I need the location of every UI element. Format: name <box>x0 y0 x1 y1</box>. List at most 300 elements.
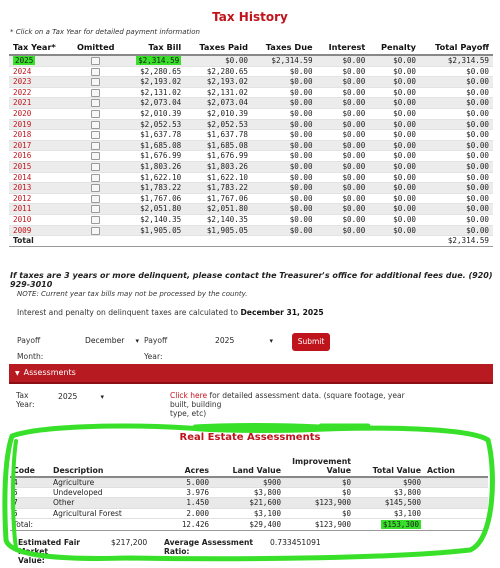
checkbox-icon[interactable] <box>91 131 100 139</box>
taxes-due <box>252 151 317 162</box>
tax-year-link[interactable] <box>9 66 69 77</box>
total-payoff-text: $0.00 <box>466 193 489 203</box>
penalty <box>369 214 420 225</box>
taxes-due-text: $0.00 <box>289 77 313 87</box>
tax-year-link-text: 2013 <box>13 183 32 193</box>
re-total-value: $900 <box>354 477 424 488</box>
omitted-checkbox[interactable] <box>69 204 123 215</box>
taxes-due <box>252 214 317 225</box>
penalty-text: $0.00 <box>393 214 416 224</box>
penalty <box>369 204 420 215</box>
tax-year-link[interactable] <box>9 172 69 183</box>
interest <box>317 77 370 88</box>
tax-year-link[interactable] <box>9 130 69 141</box>
payoff-year-value: 2025 <box>215 336 235 345</box>
taxes-paid <box>185 172 252 183</box>
re-description: Agricultural Forest <box>50 508 154 518</box>
taxes-due <box>252 108 317 119</box>
taxes-paid <box>185 225 252 236</box>
tax-bill <box>123 214 186 225</box>
tax-year-link-text: 2018 <box>13 130 32 140</box>
taxes-due-text: $2,314.59 <box>271 56 313 65</box>
assessment-tax-year-label <box>16 391 35 409</box>
interest <box>317 87 370 98</box>
re-row <box>10 488 488 498</box>
tax-bill-text: $2,052.53 <box>140 119 182 129</box>
taxes-paid <box>185 151 252 162</box>
tax-year-link[interactable] <box>9 161 69 172</box>
penalty <box>369 151 420 162</box>
tax-year-link[interactable] <box>9 77 69 88</box>
penalty <box>369 130 420 141</box>
submit-button[interactable]: Submit <box>292 333 330 351</box>
tax-year-link[interactable] <box>9 151 69 162</box>
tax-bill-text: $1,685.08 <box>140 140 182 150</box>
taxes-paid-text: $2,010.39 <box>206 108 248 118</box>
tax-bill-text: $1,783.22 <box>140 183 182 193</box>
tax-year-link[interactable] <box>9 98 69 109</box>
interest-text: $0.00 <box>342 183 366 193</box>
re-acres: 2.000 <box>154 508 212 518</box>
col-taxes-due: Taxes Due <box>252 40 317 55</box>
total-payoff <box>420 66 493 77</box>
tax-bill <box>123 66 186 77</box>
omitted-checkbox[interactable] <box>69 119 123 130</box>
re-description: Undeveloped <box>50 488 154 498</box>
interest <box>317 108 370 119</box>
omitted-checkbox[interactable] <box>69 151 123 162</box>
taxes-paid-text: $2,073.04 <box>206 98 248 108</box>
taxes-paid-text: $1,622.10 <box>206 172 248 182</box>
tax-bill-text: $1,637.78 <box>140 130 182 140</box>
click-here-link[interactable]: Click here <box>170 391 208 400</box>
taxes-paid <box>185 130 252 141</box>
checkbox-icon[interactable] <box>91 195 100 203</box>
omitted-checkbox[interactable] <box>69 87 123 98</box>
penalty <box>369 225 420 236</box>
tax-year-link-text: 2021 <box>13 98 32 108</box>
checkbox-icon[interactable] <box>91 205 100 213</box>
taxes-due <box>252 119 317 130</box>
interest-text: $0.00 <box>342 214 366 224</box>
payoff-month-select[interactable] <box>85 333 141 349</box>
checkbox-icon[interactable] <box>91 174 100 182</box>
total-payoff <box>420 140 493 151</box>
interest <box>317 193 370 204</box>
total-payoff-text: $0.00 <box>466 98 489 108</box>
penalty-text: $0.00 <box>393 87 416 97</box>
re-description: Other <box>50 498 154 508</box>
taxes-due-text: $0.00 <box>289 66 313 76</box>
re-total-land: $29,400 <box>212 518 284 530</box>
tax-row[interactable] <box>9 119 493 130</box>
checkbox-icon[interactable] <box>91 78 100 86</box>
tax-bill-text: $2,314.59 <box>138 56 180 65</box>
total-payoff-text: $0.00 <box>466 130 489 140</box>
tax-row[interactable] <box>9 225 493 236</box>
re-total-value-text: $153,300 <box>382 519 419 529</box>
taxes-due-text: $0.00 <box>289 214 313 224</box>
interest <box>317 204 370 215</box>
chevron-down-icon: ▾ <box>269 337 273 345</box>
col-acres: Acres <box>154 452 212 477</box>
penalty <box>369 161 420 172</box>
click-text-1: for detailed assessment data. (square footage, year built, building <box>170 391 405 409</box>
taxes-paid-text: $1,905.05 <box>206 225 248 235</box>
taxes-due <box>252 183 317 194</box>
tax-year-link-text: 2010 <box>13 214 32 224</box>
assessments-bar[interactable] <box>9 364 493 384</box>
total-payoff-text: $0.00 <box>466 77 489 87</box>
total-payoff <box>420 119 493 130</box>
tax-row[interactable] <box>9 151 493 162</box>
assessment-year-select[interactable] <box>58 391 106 403</box>
tax-year-link-text: 2025 <box>15 56 34 65</box>
re-row <box>10 498 488 508</box>
taxes-due-text: $0.00 <box>289 161 313 171</box>
taxes-paid-text: $2,131.02 <box>206 87 248 97</box>
re-improvement-value: $123,900 <box>284 498 354 508</box>
total-payoff <box>420 183 493 194</box>
col-land-value: Land Value <box>212 452 284 477</box>
tax-year-link[interactable] <box>9 193 69 204</box>
tax-year-link-text: 2024 <box>13 66 32 76</box>
penalty <box>369 108 420 119</box>
taxes-due <box>252 172 317 183</box>
checkbox-icon[interactable] <box>91 216 100 224</box>
total-payoff-text: $0.00 <box>466 183 489 193</box>
current-year-note: NOTE: Current year tax bills may not be processed by the county. <box>17 290 248 298</box>
col-taxes-paid: Taxes Paid <box>185 40 252 55</box>
payoff-year-select[interactable] <box>213 333 275 349</box>
click-text-2: type, etc) <box>170 409 207 418</box>
checkbox-icon[interactable] <box>91 110 100 118</box>
tax-row[interactable] <box>9 161 493 172</box>
taxes-paid <box>185 214 252 225</box>
tax-year-link[interactable] <box>9 55 69 66</box>
tax-row[interactable] <box>9 214 493 225</box>
tax-bill <box>123 172 186 183</box>
total-payoff <box>420 87 493 98</box>
omitted-checkbox[interactable] <box>69 98 123 109</box>
interest-text: $0.00 <box>342 161 366 171</box>
penalty-text: $0.00 <box>393 66 416 76</box>
checkbox-icon[interactable] <box>91 184 100 192</box>
tax-row[interactable] <box>9 108 493 119</box>
taxes-due-text: $0.00 <box>289 183 313 193</box>
omitted-checkbox[interactable] <box>69 172 123 183</box>
penalty-text: $0.00 <box>393 172 416 182</box>
checkbox-icon[interactable] <box>91 152 100 160</box>
tax-bill <box>123 119 186 130</box>
interest <box>317 119 370 130</box>
penalty <box>369 55 420 66</box>
tax-row[interactable] <box>9 87 493 98</box>
payoff-month-label: Payoff Month: <box>17 336 44 361</box>
tax-year-link-text: 2015 <box>13 161 32 171</box>
total-payoff-text: $0.00 <box>466 66 489 76</box>
payoff-month-value: December <box>85 336 125 345</box>
total-payoff <box>420 214 493 225</box>
omitted-checkbox[interactable] <box>69 214 123 225</box>
total-payoff-text: $0.00 <box>466 204 489 214</box>
penalty-text: $0.00 <box>393 183 416 193</box>
taxes-paid <box>185 66 252 77</box>
interest-text: $0.00 <box>342 151 366 161</box>
taxes-paid <box>185 193 252 204</box>
delinquent-warning: If taxes are 3 years or more delinquent, please contact the Treasurer's office for additional fees due. (920) 929-3010 <box>10 271 493 289</box>
total-payoff <box>420 98 493 109</box>
tax-bill <box>123 161 186 172</box>
re-total-action <box>424 518 488 530</box>
re-land-value: $3,100 <box>212 508 284 518</box>
omitted-checkbox[interactable] <box>69 108 123 119</box>
col-tax-year[interactable]: Tax Year* <box>9 40 69 55</box>
chevron-down-icon: ▾ <box>135 337 139 345</box>
re-land-value: $3,800 <box>212 488 284 498</box>
taxes-paid-text: $1,803.26 <box>206 161 248 171</box>
total-payoff-text: $0.00 <box>466 119 489 129</box>
re-code: 5 <box>10 508 50 518</box>
taxes-paid-text: $2,193.02 <box>206 77 248 87</box>
omitted-checkbox[interactable] <box>69 140 123 151</box>
total-payoff <box>420 193 493 204</box>
tax-bill <box>123 55 186 66</box>
penalty-text: $0.00 <box>393 161 416 171</box>
penalty <box>369 119 420 130</box>
total-payoff <box>420 108 493 119</box>
tax-label-line2: Year: <box>16 400 35 409</box>
checkbox-icon[interactable] <box>91 57 100 65</box>
tax-year-link-text: 2016 <box>13 151 32 161</box>
interest-text: $0.00 <box>342 98 366 108</box>
payoff-year-label: Payoff Year: <box>144 336 168 361</box>
penalty <box>369 183 420 194</box>
efm-label-2: Value: <box>18 556 45 565</box>
penalty-text: $0.00 <box>393 77 416 87</box>
tax-row[interactable] <box>9 130 493 141</box>
omitted-checkbox[interactable] <box>69 225 123 236</box>
total-payoff-text: $0.00 <box>466 225 489 235</box>
total-payoff <box>420 225 493 236</box>
interest <box>317 151 370 162</box>
tax-row[interactable] <box>9 172 493 183</box>
penalty <box>369 98 420 109</box>
tax-row[interactable] <box>9 140 493 151</box>
tax-bill-text: $1,676.99 <box>140 151 182 161</box>
penalty-text: $0.00 <box>393 130 416 140</box>
interest-note <box>17 308 324 317</box>
total-payoff <box>420 151 493 162</box>
taxes-paid-text: $1,685.08 <box>206 140 248 150</box>
taxes-due-text: $0.00 <box>289 172 313 182</box>
col-tax-bill: Tax Bill <box>123 40 186 55</box>
assessments-bar-label: Assessments <box>23 368 76 377</box>
interest-text: $0.00 <box>342 77 366 87</box>
total-payoff-text: $0.00 <box>466 108 489 118</box>
taxes-due-text: $0.00 <box>289 87 313 97</box>
tax-year-link-text: 2009 <box>13 225 32 235</box>
taxes-due <box>252 77 317 88</box>
col-action: Action <box>424 452 488 477</box>
tax-bill-text: $1,767.06 <box>140 193 182 203</box>
tax-bill <box>123 151 186 162</box>
taxes-due-text: $0.00 <box>289 151 313 161</box>
col-omitted: Omitted <box>69 40 123 55</box>
re-description: Agriculture <box>50 477 154 488</box>
omitted-checkbox[interactable] <box>69 130 123 141</box>
total-payoff-text: $0.00 <box>466 172 489 182</box>
taxes-paid <box>185 108 252 119</box>
re-total-value <box>354 518 424 530</box>
interest <box>317 161 370 172</box>
penalty-text: $0.00 <box>393 108 416 118</box>
col-total-value: Total Value <box>354 452 424 477</box>
omitted-checkbox[interactable] <box>69 161 123 172</box>
taxes-due <box>252 161 317 172</box>
total-payoff-text: $0.00 <box>466 151 489 161</box>
penalty <box>369 87 420 98</box>
taxes-paid-text: $1,783.22 <box>206 183 248 193</box>
checkbox-icon[interactable] <box>91 89 100 97</box>
tax-year-link[interactable] <box>9 183 69 194</box>
tax-year-link-text: 2011 <box>13 204 32 214</box>
re-acres: 1.450 <box>154 498 212 508</box>
taxes-paid <box>185 98 252 109</box>
tax-year-link[interactable] <box>9 119 69 130</box>
tax-year-link-text: 2022 <box>13 87 32 97</box>
real-estate-title: Real Estate Assessments <box>179 432 321 443</box>
tax-row[interactable] <box>9 55 493 66</box>
tax-year-link-text: 2020 <box>13 108 32 118</box>
taxes-due <box>252 87 317 98</box>
interest-text: $0.00 <box>342 140 366 150</box>
tax-year-link[interactable] <box>9 108 69 119</box>
penalty-text: $0.00 <box>393 193 416 203</box>
tax-row[interactable] <box>9 204 493 215</box>
checkbox-icon[interactable] <box>91 99 100 107</box>
tax-year-link[interactable] <box>9 140 69 151</box>
tax-row[interactable] <box>9 77 493 88</box>
col-penalty: Penalty <box>369 40 420 55</box>
total-payoff <box>420 204 493 215</box>
taxes-paid-text: $1,676.99 <box>206 151 248 161</box>
penalty-text: $0.00 <box>393 151 416 161</box>
tax-year-link-text: 2012 <box>13 193 32 203</box>
checkbox-icon[interactable] <box>91 68 100 76</box>
penalty <box>369 193 420 204</box>
re-row <box>10 508 488 518</box>
col-improvement-value <box>284 452 354 477</box>
re-land-value: $900 <box>212 477 284 488</box>
taxes-paid-text: $0.00 <box>225 56 248 65</box>
checkbox-icon[interactable] <box>91 163 100 171</box>
tax-bill-text: $1,803.26 <box>140 161 182 171</box>
caret-down-icon: ▼ <box>15 370 20 377</box>
tax-bill <box>123 108 186 119</box>
checkbox-icon[interactable] <box>91 227 100 235</box>
re-total-label: Total: <box>10 518 50 530</box>
tax-year-link[interactable] <box>9 87 69 98</box>
penalty-text: $0.00 <box>393 225 416 235</box>
interest-text: $0.00 <box>342 130 366 140</box>
taxes-due-text: $0.00 <box>289 98 313 108</box>
omitted-checkbox[interactable] <box>69 193 123 204</box>
taxes-due <box>252 55 317 66</box>
taxes-paid <box>185 119 252 130</box>
interest <box>317 66 370 77</box>
checkbox-icon[interactable] <box>91 121 100 129</box>
taxes-due-text: $0.00 <box>289 130 313 140</box>
re-land-value: $21,600 <box>212 498 284 508</box>
total-payoff <box>420 77 493 88</box>
checkbox-icon[interactable] <box>91 142 100 150</box>
interest-text: $0.00 <box>342 108 366 118</box>
re-action <box>424 488 488 498</box>
taxes-due <box>252 66 317 77</box>
omitted-checkbox[interactable] <box>69 55 123 66</box>
tax-year-link-text: 2023 <box>13 77 32 87</box>
tax-year-link-text: 2014 <box>13 172 32 182</box>
re-total-empty <box>50 518 154 530</box>
tax-row[interactable] <box>9 66 493 77</box>
total-payoff-text: $2,314.59 <box>447 56 489 65</box>
tax-year-link-text: 2019 <box>13 119 32 129</box>
re-improvement-value: $0 <box>284 488 354 498</box>
tax-year-link[interactable] <box>9 214 69 225</box>
omitted-checkbox[interactable] <box>69 183 123 194</box>
omitted-checkbox[interactable] <box>69 77 123 88</box>
taxes-paid <box>185 204 252 215</box>
re-code: 4 <box>10 477 50 488</box>
re-action <box>424 508 488 518</box>
interest <box>317 55 370 66</box>
taxes-due <box>252 98 317 109</box>
tax-year-link[interactable] <box>9 225 69 236</box>
tax-year-link[interactable] <box>9 204 69 215</box>
total-payoff <box>420 55 493 66</box>
taxes-due-text: $0.00 <box>289 140 313 150</box>
taxes-paid <box>185 77 252 88</box>
real-estate-table <box>10 452 488 531</box>
taxes-paid-text: $1,637.78 <box>206 130 248 140</box>
re-acres: 5.000 <box>154 477 212 488</box>
taxes-due <box>252 130 317 141</box>
assessment-detail-text <box>170 391 420 418</box>
penalty-text: $0.00 <box>393 119 416 129</box>
taxes-paid-text: $1,767.06 <box>206 193 248 203</box>
re-total-acres: 12.426 <box>154 518 212 530</box>
tax-row[interactable] <box>9 183 493 194</box>
re-improvement-value: $0 <box>284 508 354 518</box>
penalty <box>369 66 420 77</box>
interest <box>317 140 370 151</box>
tax-row[interactable] <box>9 98 493 109</box>
penalty-text: $0.00 <box>393 98 416 108</box>
penalty <box>369 172 420 183</box>
improvement-h1: Improvement <box>292 457 351 466</box>
penalty-text: $0.00 <box>393 204 416 214</box>
tax-year-link-text: 2017 <box>13 140 32 150</box>
penalty-text: $0.00 <box>393 140 416 150</box>
chevron-down-icon: ▾ <box>100 393 104 401</box>
total-payoff <box>420 172 493 183</box>
tax-row[interactable] <box>9 193 493 204</box>
tax-bill-text: $2,010.39 <box>140 108 182 118</box>
interest-text: Interest and penalty on delinquent taxes are calculated to <box>17 308 239 317</box>
omitted-checkbox[interactable] <box>69 66 123 77</box>
ratio-label-2: Ratio: <box>164 547 190 556</box>
